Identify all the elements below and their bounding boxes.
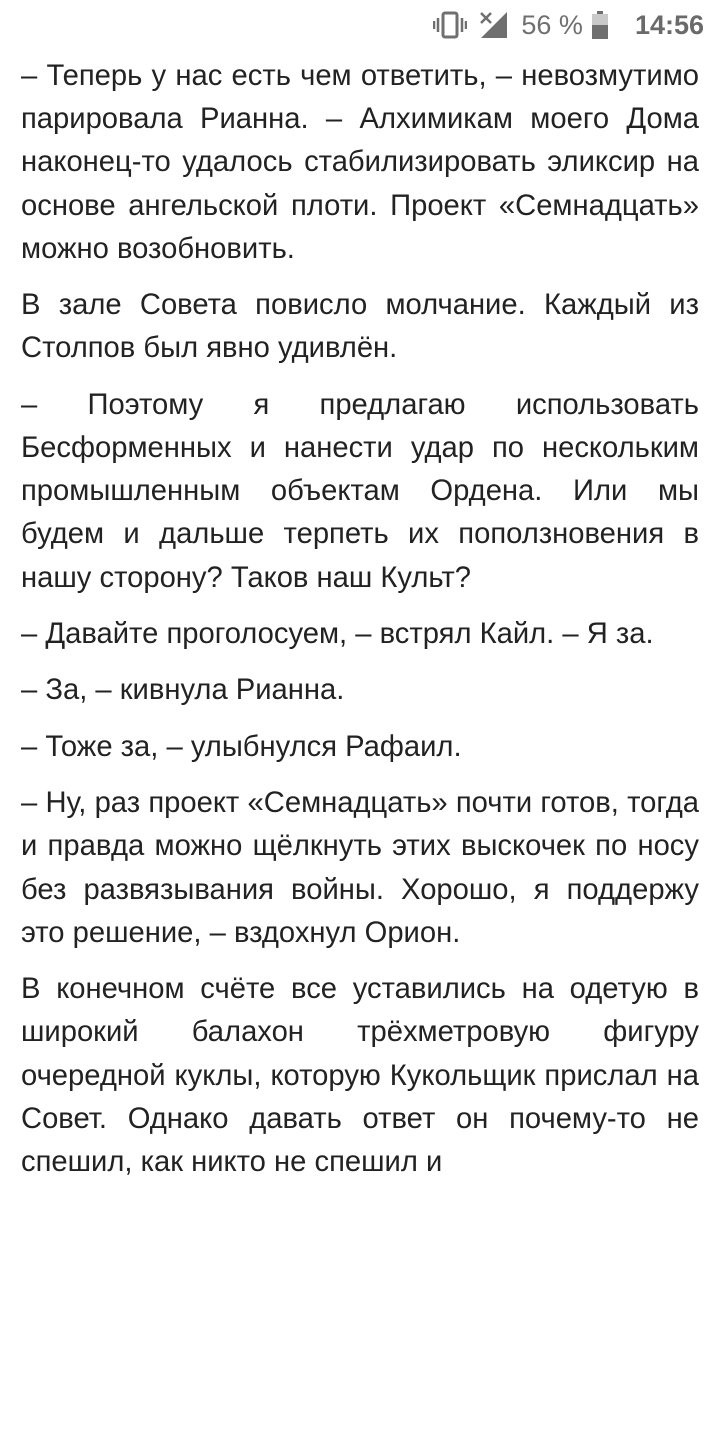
paragraph: В конечном счёте все уставились на одетую в широкий балахон трёхметровую фигуру очередной куклы, которую Кукольщик прислал на Совет. Однако давать ответ он почему-то не спешил, как никто не спешил и xyxy=(21,973,699,1178)
paragraph: – Давайте проголосуем, – встрял Кайл. – Я за. xyxy=(21,618,654,650)
vibrate-icon xyxy=(433,10,467,40)
paragraph: – Тоже за, – улыбнулся Рафаил. xyxy=(21,730,462,763)
paragraph: – Теперь у нас есть чем ответить, – невозмутимо парировала Рианна. – Алхимикам моего Дома наконец-то удалось стабилизировать эликсир на основе ангельской плоти. Проект «Семнадцать» можно возобновить. xyxy=(21,60,699,265)
book-text xyxy=(21,55,699,1197)
status-bar xyxy=(0,0,720,50)
paragraph: – Ну, раз проект «Семнадцать» почти готов, тогда и правда можно щёлкнуть этих выскочек по носу без развязывания войны. Хорошо, я поддержу это решение, – вздохнул Орион. xyxy=(21,787,699,949)
battery-icon xyxy=(591,10,609,40)
battery-percent: 56 % xyxy=(521,9,583,40)
paragraph: – Поэтому я предлагаю использовать Бесформенных и нанести удар по нескольким промышленным объектам Ордена. Или мы будем и дальше терпеть их поползновения в нашу сторону? Таков наш Культ? xyxy=(21,388,699,594)
no-signal-icon xyxy=(479,10,509,40)
paragraph: – За, – кивнула Рианна. xyxy=(21,674,345,707)
paragraph: В зале Совета повисло молчание. Каждый из Столпов был явно удивлён. xyxy=(21,289,699,365)
clock-time: 14:56 xyxy=(634,9,704,40)
